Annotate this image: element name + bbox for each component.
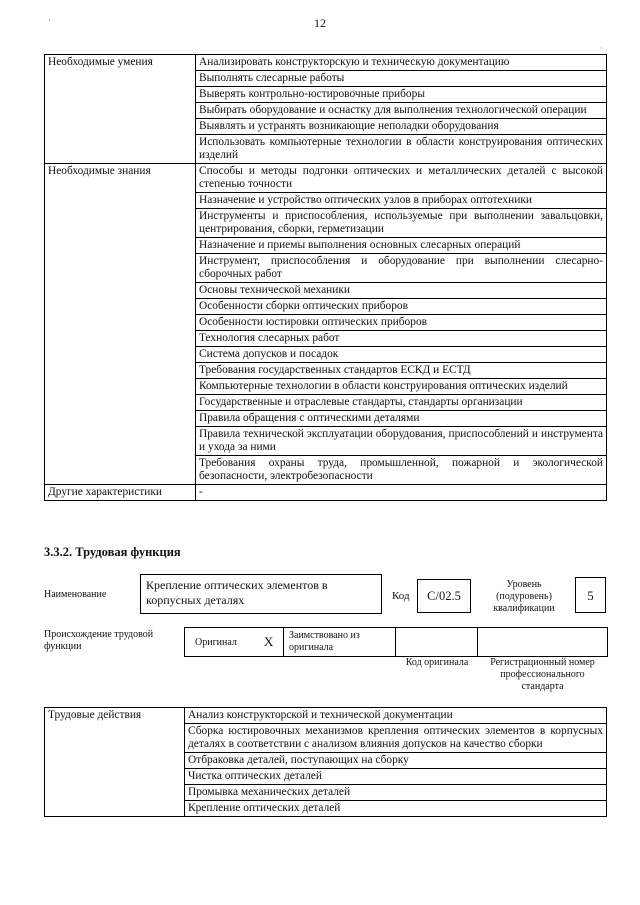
reg-number-caption: Регистрационный номер профессионального стандарта: [490, 657, 595, 692]
table-row: [45, 55, 607, 71]
original-label: Оригинал: [195, 637, 237, 648]
row-value: Правила технической эксплуатации оборудования, приспособлений и инструмента и ухода за ними: [196, 427, 607, 456]
table-row: [45, 485, 607, 501]
origin-label: Происхождение трудовой функции: [44, 629, 154, 652]
row-value: Крепление оптических деталей: [185, 801, 607, 817]
table-row: [45, 708, 607, 724]
row-value: Особенности сборки оптических приборов: [196, 299, 607, 315]
function-code-box: [417, 579, 471, 613]
borrowed-label: Заимствовано из оригинала: [289, 630, 360, 653]
skills-knowledge-table: [44, 54, 607, 501]
row-label: Трудовые действия: [45, 708, 185, 817]
table-row: [45, 164, 607, 193]
function-code-value: C/02.5: [427, 589, 461, 603]
row-value: Сборка юстировочных механизмов крепления оптических элементов в корпусных деталях в соответствии с анализом влияния допусков на качество сборки: [185, 724, 607, 753]
row-value: Чистка оптических деталей: [185, 769, 607, 785]
row-value: Выявлять и устранять возникающие неполадки оборудования: [196, 119, 607, 135]
section-title: 3.3.2. Трудовая функция: [44, 545, 181, 559]
row-value: Инструмент, приспособления и оборудование при выполнении слесарно-сборочных работ: [196, 254, 607, 283]
labor-actions-table: [44, 707, 607, 817]
row-value: Использовать компьютерные технологии в области конструирования оптических изделий: [196, 135, 607, 164]
row-value: Анализировать конструкторскую и техническую документацию: [196, 55, 607, 71]
row-value: Компьютерные технологии в области конструирования оптических изделий: [196, 379, 607, 395]
row-value: Особенности юстировки оптических приборов: [196, 315, 607, 331]
divider: [395, 628, 396, 656]
row-value: Отбраковка деталей, поступающих на сборку: [185, 753, 607, 769]
code-original-caption: Код оригинала: [405, 657, 469, 668]
row-value: Способы и методы подгонки оптических и металлических деталей с высокой степенью точности: [196, 164, 607, 193]
function-name-value: Крепление оптических элементов в корпусных деталях: [146, 578, 328, 607]
row-value: Выбирать оборудование и оснастку для выполнения технологической операции: [196, 103, 607, 119]
row-value: Инструменты и приспособления, используемые при выполнении завальцовки, центрирования, сборки, герметизации: [196, 209, 607, 238]
function-name-box: [140, 574, 382, 614]
name-label: Наименование: [44, 589, 107, 600]
row-value: Государственные и отраслевые стандарты, стандарты организации: [196, 395, 607, 411]
row-label: Необходимые знания: [45, 164, 196, 485]
row-value: Выверять контрольно-юстировочные приборы: [196, 87, 607, 103]
scan-dot: ·: [48, 16, 51, 25]
code-label: Код: [392, 590, 410, 602]
level-label: Уровень (подуровень) квалификации: [493, 579, 555, 614]
divider: [283, 628, 284, 656]
row-label: Другие характеристики: [45, 485, 196, 501]
row-value: Промывка механических деталей: [185, 785, 607, 801]
row-value: Технология слесарных работ: [196, 331, 607, 347]
level-value: 5: [587, 588, 594, 603]
row-value: Требования государственных стандартов ЕСКД и ЕСТД: [196, 363, 607, 379]
row-value: Основы технической механики: [196, 283, 607, 299]
row-value: Назначение и устройство оптических узлов в приборах оптотехники: [196, 193, 607, 209]
row-value: Выполнять слесарные работы: [196, 71, 607, 87]
level-box: [575, 577, 606, 613]
page-number: 12: [314, 16, 326, 30]
scan-dot: ·: [600, 44, 603, 53]
row-value: -: [196, 485, 607, 501]
row-value: Анализ конструкторской и технической документации: [185, 708, 607, 724]
row-value: Назначение и приемы выполнения основных слесарных операций: [196, 238, 607, 254]
row-value: Требования охраны труда, промышленной, пожарной и экологической безопасности, электробезопасности: [196, 456, 607, 485]
row-value: Правила обращения с оптическими деталями: [196, 411, 607, 427]
divider: [477, 628, 478, 656]
origin-row: [184, 627, 608, 657]
row-value: Система допусков и посадок: [196, 347, 607, 363]
original-mark: X: [264, 634, 274, 649]
row-label: Необходимые умения: [45, 55, 196, 164]
